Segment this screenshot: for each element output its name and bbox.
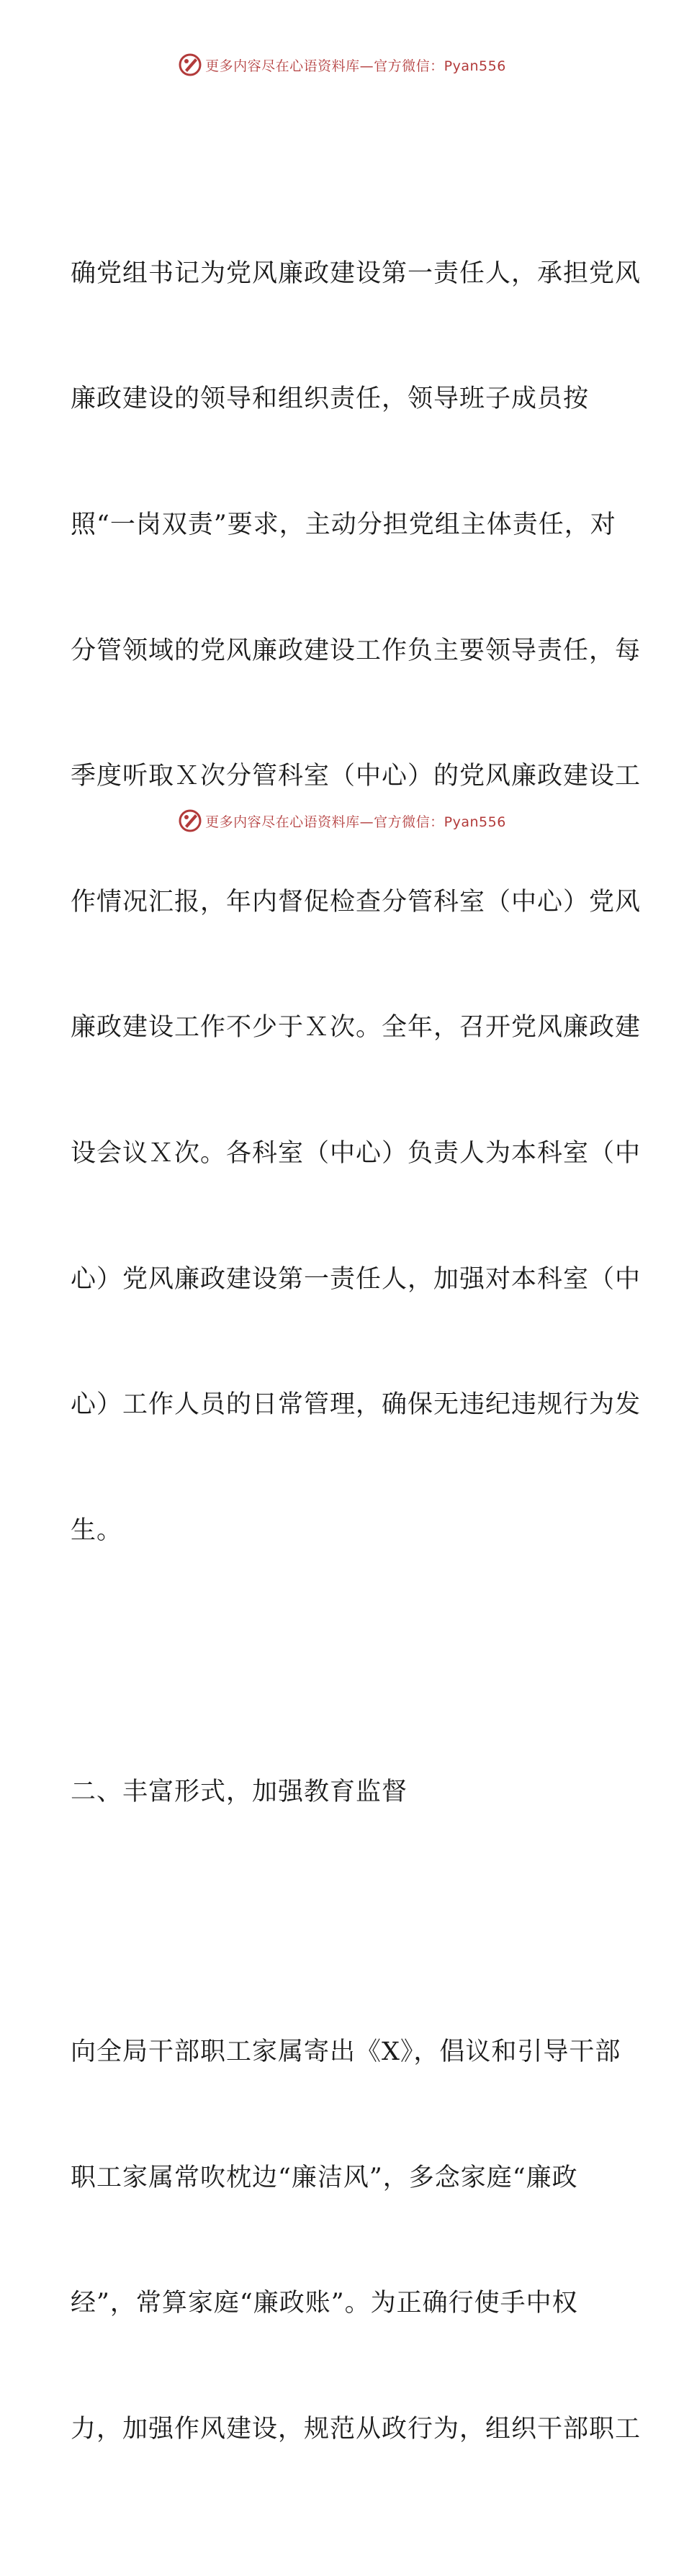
text-line: 照“一岗双责”要求，主动分担党组主体责任，对	[71, 510, 616, 539]
document-body	[71, 85, 642, 2576]
text-line: 确党组书记为党风廉政建设第一责任人，承担党风	[71, 258, 642, 288]
text-line: 廉政建设的领导和组织责任，领导班子成员按	[71, 384, 590, 414]
text-line: 作情况汇报，年内督促检查分管科室（中心）党风	[71, 887, 642, 917]
text-line: 季度听取Ｘ次分管科室（中心）的党风廉政建设工	[71, 762, 642, 791]
text-line: 分管领域的党风廉政建设工作负主要领导责任，每	[71, 636, 642, 665]
text-line: 设会议Ｘ次。各科室（中心）负责人为本科室（中	[71, 1138, 642, 1168]
text-line: 生。	[71, 1516, 123, 1545]
watermark-text: 更多内容尽在心语资料库—官方微信：Pyan556	[205, 58, 506, 74]
text-line: 心）工作人员的日常管理，确保无违纪违规行为发	[71, 1390, 642, 1420]
footer-watermark	[0, 806, 684, 835]
text-line: 力，加强作风建设，规范从政行为，组织干部职工	[71, 2414, 642, 2444]
logo-icon	[178, 53, 202, 77]
text-line: 向全局干部职工家属寄出《X》，倡议和引导干部	[71, 2037, 621, 2067]
text-line: 职工家属常吹枕边“廉洁风”，多念家庭“廉政	[71, 2163, 578, 2192]
text-line: 心）党风廉政建设第一责任人，加强对本科室（中	[71, 1264, 642, 1294]
logo-icon	[178, 809, 202, 833]
paragraph-2	[71, 1939, 642, 2534]
text-line: 经”，常算家庭“廉政账”。为正确行使手中权	[71, 2289, 578, 2318]
section-heading: 二、丰富形式，加强教育监督	[71, 1777, 408, 1806]
watermark-text: 更多内容尽在心语资料库—官方微信：Pyan556	[205, 814, 506, 830]
text-line: 廉政建设工作不少于Ｘ次。全年，召开党风廉政建	[71, 1013, 642, 1042]
header-watermark	[0, 50, 684, 79]
paragraph-1	[71, 168, 642, 1635]
